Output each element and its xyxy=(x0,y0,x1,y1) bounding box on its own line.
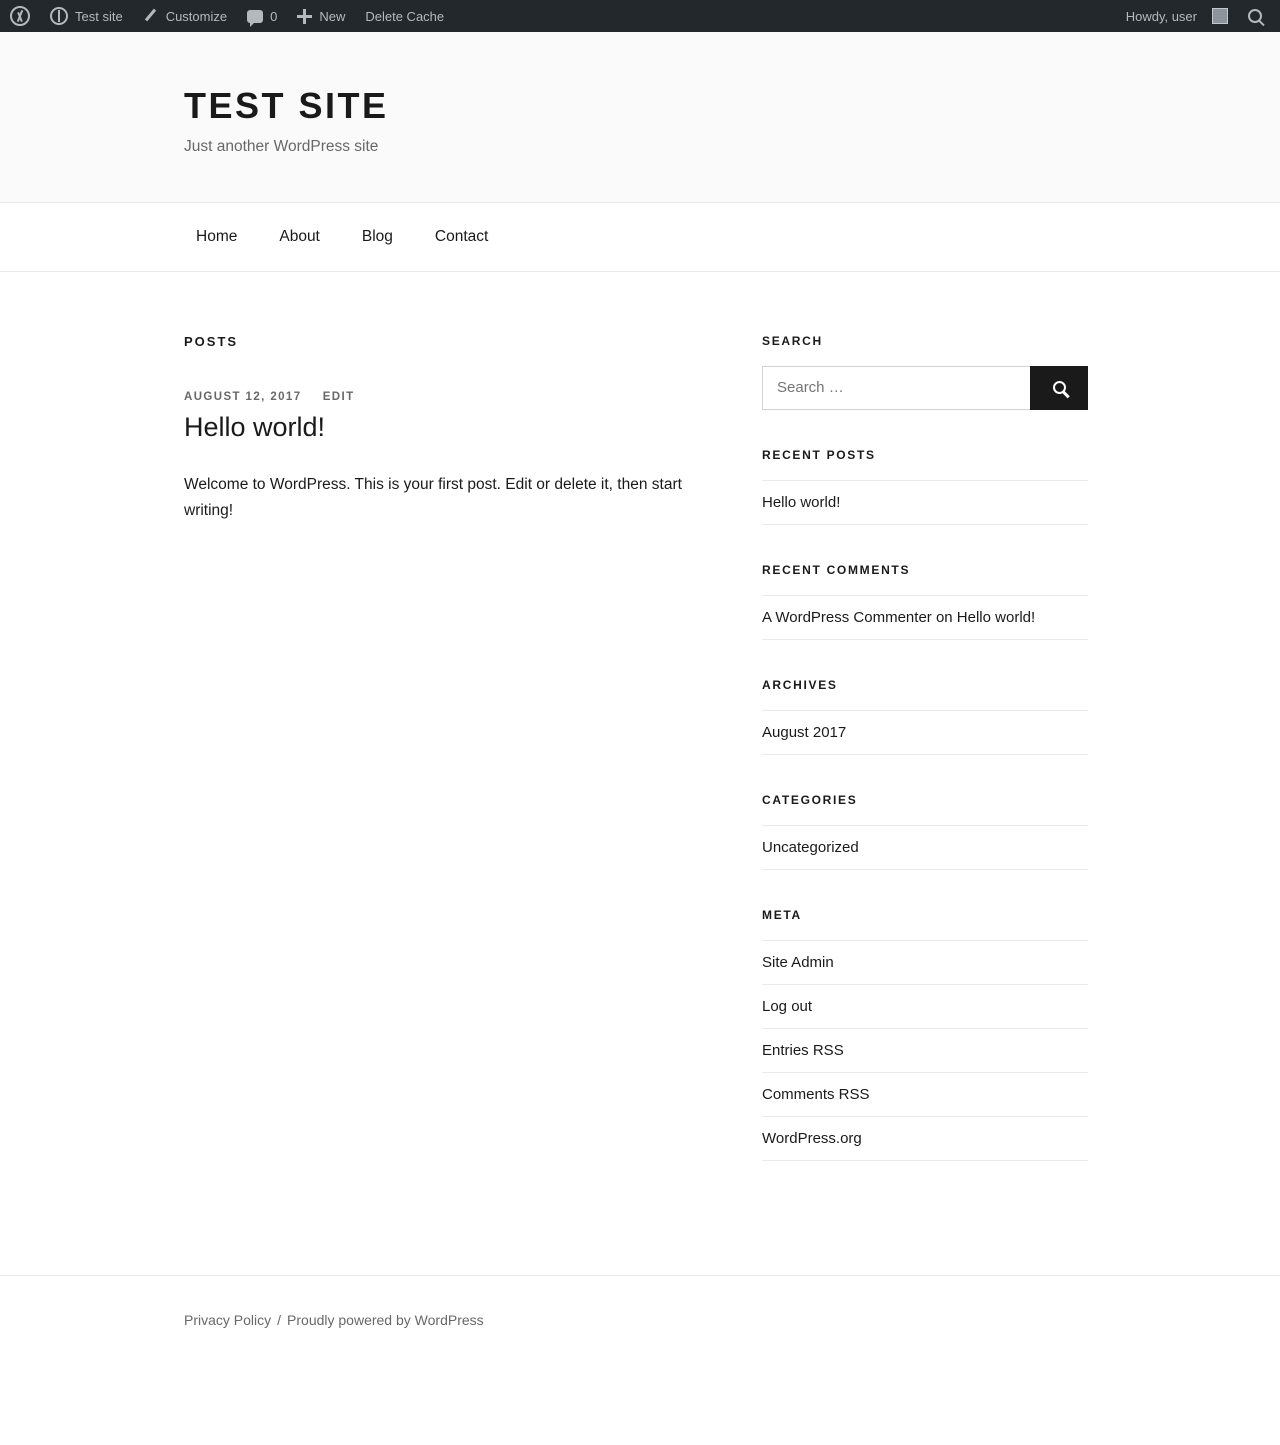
site-footer xyxy=(0,1275,1280,1364)
site-description: Just another WordPress site xyxy=(184,137,379,155)
widget-title-categories: CATEGORIES xyxy=(762,792,858,807)
meta-link-wordpress-org[interactable]: WordPress.org xyxy=(762,1129,862,1147)
post-edit-link[interactable]: EDIT xyxy=(322,390,355,403)
recent-comments-list xyxy=(762,595,1088,640)
recent-post-link[interactable]: Hello world! xyxy=(762,493,841,511)
admin-bar-site-name[interactable] xyxy=(40,0,133,32)
nav-list xyxy=(184,203,1096,271)
widget-categories xyxy=(762,793,1088,870)
recent-posts-list xyxy=(762,480,1088,525)
pencil-icon xyxy=(143,8,159,24)
nav-link-about[interactable]: About xyxy=(279,227,320,245)
widget-title-recent-comments: RECENT COMMENTS xyxy=(762,562,911,577)
post-article xyxy=(184,391,704,524)
list-item[interactable] xyxy=(762,596,1088,640)
nav-link-blog[interactable]: Blog xyxy=(361,227,393,245)
widget-title-recent-posts: RECENT POSTS xyxy=(762,447,876,462)
nav-item-contact[interactable] xyxy=(423,220,500,254)
meta-link-log-out[interactable]: Log out xyxy=(762,997,813,1015)
widget-recent-posts xyxy=(762,448,1088,525)
widget-archives xyxy=(762,678,1088,755)
list-item[interactable] xyxy=(762,826,1088,870)
post-meta xyxy=(184,391,704,403)
meta-link-site-admin[interactable]: Site Admin xyxy=(762,953,834,971)
list-item[interactable] xyxy=(762,941,1088,985)
plus-icon xyxy=(297,9,312,24)
admin-bar-comments-count: 0 xyxy=(270,8,278,24)
admin-bar-wp-logo[interactable] xyxy=(0,0,40,32)
archives-list xyxy=(762,710,1088,755)
posts-heading: POSTS xyxy=(184,333,239,349)
site-icon xyxy=(50,7,68,25)
post-excerpt: Welcome to WordPress. This is your first post. Edit or delete it, then start writing! xyxy=(184,476,682,519)
search-input[interactable] xyxy=(762,366,1030,410)
avatar xyxy=(1212,8,1228,24)
comment-bubble-icon xyxy=(247,10,263,23)
categories-list xyxy=(762,825,1088,870)
admin-bar-right xyxy=(1116,0,1272,32)
nav-item-home[interactable] xyxy=(184,220,249,254)
nav-wrap xyxy=(0,203,1280,271)
search-form xyxy=(762,366,1088,410)
site-header xyxy=(0,32,1280,203)
admin-bar-customize[interactable] xyxy=(133,0,237,32)
list-item[interactable] xyxy=(762,481,1088,525)
widget-title-search: SEARCH xyxy=(762,333,823,348)
admin-bar xyxy=(0,0,1280,32)
list-item[interactable] xyxy=(762,985,1088,1029)
footer-privacy-link[interactable]: Privacy Policy xyxy=(184,1311,272,1328)
meta-link-comments-rss[interactable]: Comments RSS xyxy=(762,1085,870,1103)
admin-bar-site-label: Test site xyxy=(75,8,123,24)
footer-credit-link[interactable]: Proudly powered by WordPress xyxy=(287,1311,484,1328)
search-icon xyxy=(1248,9,1262,23)
admin-bar-delete-cache-label: Delete Cache xyxy=(365,8,445,24)
sidebar xyxy=(762,334,1088,1199)
admin-bar-new[interactable] xyxy=(287,0,355,32)
admin-bar-my-account[interactable] xyxy=(1116,0,1238,32)
archive-link[interactable]: August 2017 xyxy=(762,723,847,741)
nav-item-about[interactable] xyxy=(267,220,332,254)
meta-link-entries-rss[interactable]: Entries RSS xyxy=(762,1041,844,1059)
main-wrap xyxy=(0,272,1280,1199)
admin-bar-delete-cache[interactable] xyxy=(355,0,454,32)
widget-title-archives: ARCHIVES xyxy=(762,677,838,692)
admin-bar-howdy-label: Howdy, user xyxy=(1125,8,1197,24)
content-area xyxy=(184,272,1096,1199)
widget-recent-comments xyxy=(762,563,1088,640)
wordpress-logo-icon xyxy=(10,6,30,26)
list-item[interactable] xyxy=(762,1073,1088,1117)
admin-bar-customize-label: Customize xyxy=(165,8,228,24)
widget-title-meta: META xyxy=(762,907,802,922)
search-submit-button[interactable] xyxy=(1030,366,1088,410)
footer-wrap xyxy=(0,1312,1280,1328)
list-item[interactable] xyxy=(762,1029,1088,1073)
widget-search xyxy=(762,334,1088,410)
footer-separator: / xyxy=(277,1311,282,1328)
main-content xyxy=(184,334,704,524)
post-date[interactable]: AUGUST 12, 2017 xyxy=(184,390,302,403)
post-title[interactable]: Hello world! xyxy=(184,411,326,442)
admin-bar-new-label: New xyxy=(319,8,346,24)
list-item[interactable] xyxy=(762,711,1088,755)
category-link[interactable]: Uncategorized xyxy=(762,838,859,856)
primary-navigation xyxy=(0,203,1280,272)
admin-bar-comments[interactable] xyxy=(237,0,287,32)
nav-link-contact[interactable]: Contact xyxy=(434,227,489,245)
recent-comment-text[interactable]: A WordPress Commenter on Hello world! xyxy=(762,608,1036,626)
search-icon xyxy=(1053,381,1066,394)
footer-text xyxy=(184,1312,1096,1328)
meta-list xyxy=(762,940,1088,1161)
nav-item-blog[interactable] xyxy=(350,220,405,254)
list-item[interactable] xyxy=(762,1117,1088,1161)
site-header-wrap xyxy=(0,86,1280,156)
site-title[interactable]: TEST SITE xyxy=(184,85,389,126)
widget-meta xyxy=(762,908,1088,1161)
post-content xyxy=(184,472,704,523)
admin-bar-search[interactable] xyxy=(1238,0,1272,32)
nav-link-home[interactable]: Home xyxy=(196,227,238,245)
